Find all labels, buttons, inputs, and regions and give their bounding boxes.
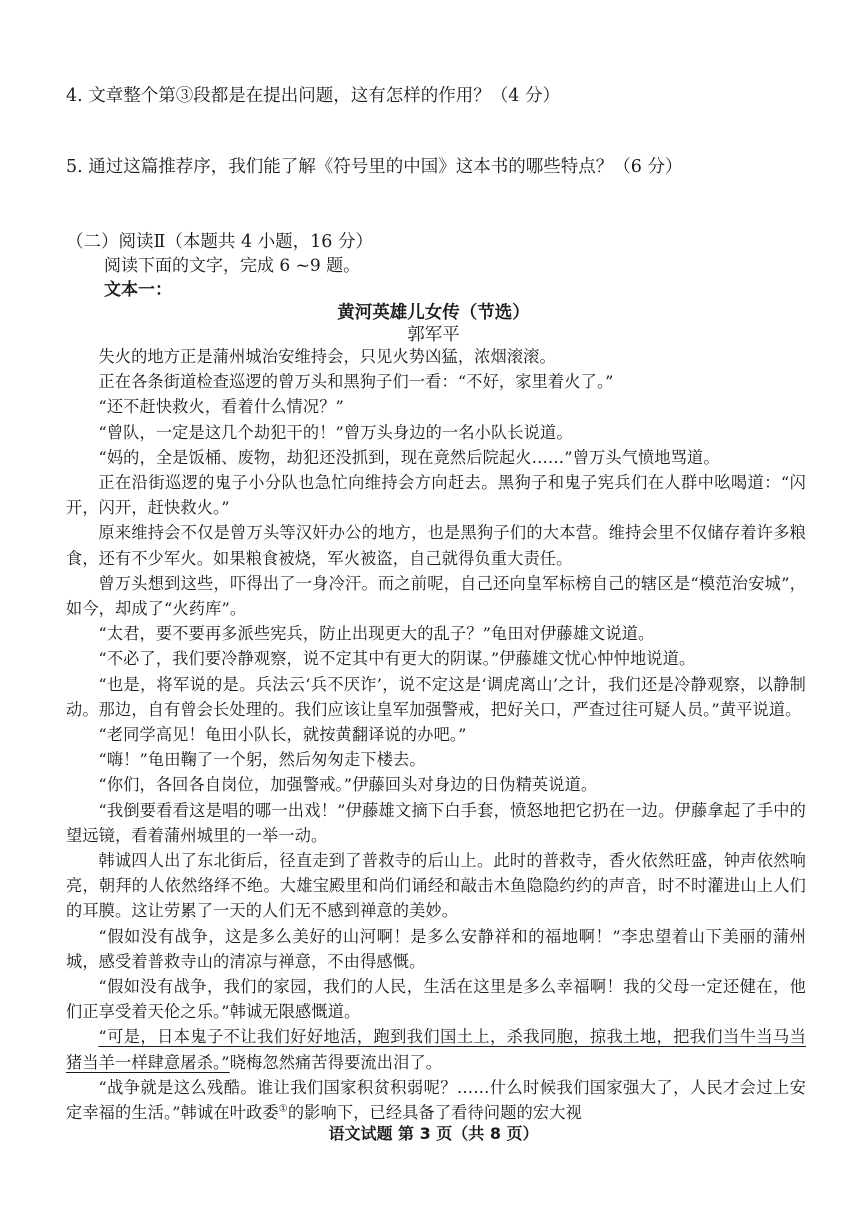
paragraph-underlined [66,1024,806,1074]
paragraph: “你们，各回各自岗位，加强警戒。”伊藤回头对身边的日伪精英说道。 [98,775,598,795]
article-author: 郭军平 [407,325,460,345]
question-5: 5. 通过这篇推荐序，我们能了解《符号里的中国》这本书的哪些特点？（6 分） [66,157,683,177]
paragraph: “假如没有战争，这是多么美好的山河啊！是多么安静祥和的福地啊！”李忠望着山下美丽的蒲州城，感受着普救寺山的清凉与禅意，不由得感慨。 [66,926,806,971]
paragraph: 曾万头想到这些，吓得出了一身冷汗。而之前呢，自己还向皇军标榜自己的辖区是“模范治安城”，如今，却成了“火药库”。 [66,573,806,619]
paragraph: “也是，将军说的是。兵法云‘兵不厌诈’，说不定这是‘调虎离山’之计，我们还是冷静观察，以静制动。那边，自有曾会长处理的。我们应该让皇军加强警戒，把好关口，严查过往可疑人员。”黄平说道。 [66,674,806,719]
paragraph: “太君，要不要再多派些宪兵，防止出现更大的乱子？”龟田对伊藤雄文说道。 [98,624,655,644]
paragraph: “老同学高见！龟田小队长，就按黄翻译说的办吧。” [98,725,467,745]
paragraph: “不必了，我们要冷静观察，说不定其中有更大的阴谋。”伊藤雄文忧心忡忡地说道。 [98,649,696,669]
paragraph-tail: 晓梅忽然痛苦得要流出泪了。 [229,1052,443,1072]
paragraph: “嗨！”龟田鞠了一个躬，然后匆匆走下楼去。 [98,750,426,770]
page-footer: 语文试题 第 3 页（共 8 页） [328,1124,539,1143]
paragraph: 正在沿街巡逻的鬼子小分队也急忙向维持会方向赶去。黑狗子和鬼子宪兵们在人群中吆喝道：“闪开，闪开，赶快救火。” [66,473,806,518]
paragraph-tail: 的影响下，已经具备了看待问题的宏大视 [287,1103,582,1123]
article-title: 黄河英雄儿女传（节选） [337,303,530,323]
article-body [66,344,806,1125]
paragraph: “妈的，全是饭桶、废物，劫犯还没抓到，现在竟然后院起火……”曾万头气愤地骂道。 [98,447,720,467]
paragraph: “假如没有战争，我们的家园，我们的人民，生活在这里是多么幸福啊！我的父母一定还健在，他们正享受着天伦之乐。”韩诚无限感慨道。 [66,977,806,1022]
underlined-sentence: “可是，日本鬼子不让我们好好地活，跑到我们国土上，杀我同胞，掠我土地，把我们当牛当马当猪当羊一样肆意屠杀。” [66,1027,806,1072]
paragraph-with-footnote [66,1075,806,1125]
section-instruction: 阅读下面的文字，完成 6 ~9 题。 [104,256,361,276]
paragraph: “我倒要看看这是唱的哪一出戏！”伊藤雄文摘下白手套，愤怒地把它扔在一边。伊藤拿起了手中的望远镜，看着蒲州城里的一举一动。 [66,800,806,845]
paragraph: 正在各条街道检查巡逻的曾万头和黑狗子们一看：“不好，家里着火了。” [98,372,614,392]
paragraph: 原来维持会不仅是曾万头等汉奸办公的地方，也是黑狗子们的大本营。维持会里不仅储存着许多粮食，还有不少军火。如果粮食被烧，军火被盗，自己就得负重大责任。 [66,523,806,568]
paragraph-head: “战争就是这么残酷。谁让我们国家积贫积弱呢？……什么时候我们国家强大了，人民才会过上安定幸福的生活。”韩诚在叶政委 [66,1077,806,1123]
footnote-marker: ① [278,1103,288,1115]
paragraph: 韩诚四人出了东北街后，径直走到了普救寺的后山上。此时的普救寺，香火依然旺盛，钟声依然响亮，朝拜的人依然络绎不绝。大雄宝殿里和尚们诵经和敲击木鱼隐隐约约的声音，时不时灌进山上人们的耳膜。这让劳累了一天的人们无不感到禅意的美妙。 [66,851,806,921]
paragraph: “还不赶快救火，看着什么情况？” [98,397,344,417]
question-4: 4. 文章整个第③段都是在提出问题，这有怎样的作用？（4 分） [66,86,560,106]
section-header: （二）阅读Ⅱ（本题共 4 小题，16 分） [66,232,373,252]
paragraph: “曾队，一定是这几个劫犯干的！”曾万头身边的一名小队长说道。 [98,422,573,442]
paragraph: 失火的地方正是蒲州城治安维持会，只见火势凶猛，浓烟滚滚。 [98,347,556,366]
text-label: 文本一： [104,280,172,300]
